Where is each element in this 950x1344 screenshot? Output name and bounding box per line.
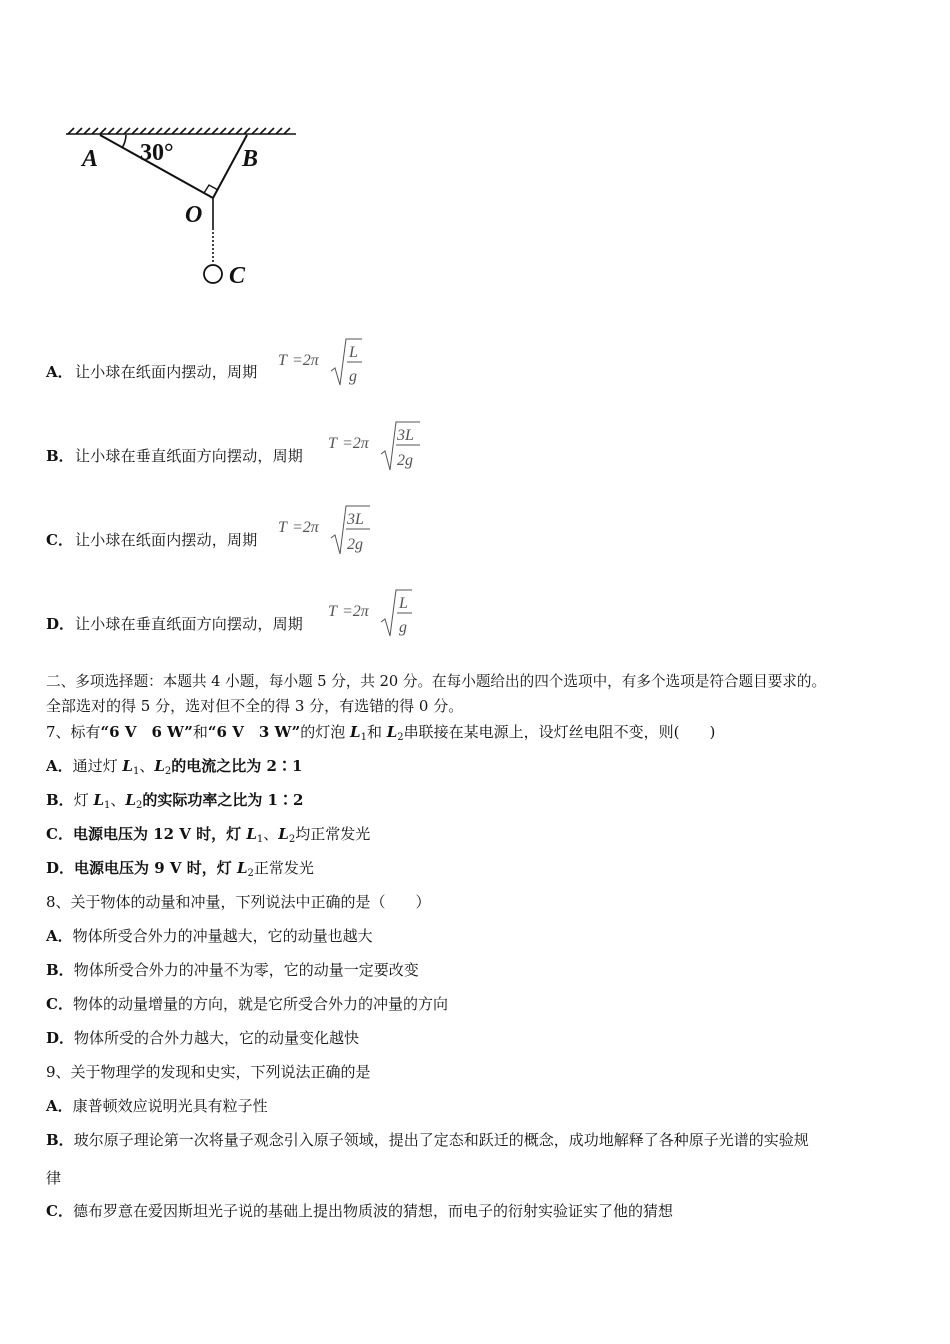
lamp-l: L xyxy=(93,791,105,809)
formula-eq: =2π xyxy=(292,352,319,369)
pendulum-figure xyxy=(60,118,310,298)
lamp-l: L xyxy=(278,825,289,843)
sub-2: 2 xyxy=(397,732,404,743)
option-label: A． xyxy=(46,927,73,945)
option-text: 电源电压为 9 V 时，灯 xyxy=(74,859,237,877)
period-formula xyxy=(276,337,376,393)
formula-eq: =2π xyxy=(292,519,319,536)
sub-2: 2 xyxy=(135,800,143,811)
sub-1: 1 xyxy=(132,766,140,777)
q7-after: 的灯泡 xyxy=(300,723,351,741)
option-text: 物体的动量增量的方向，就是它所受合外力的冲量的方向 xyxy=(72,995,448,1013)
option-text-end: 均正常发光 xyxy=(295,825,371,843)
separator: 、 xyxy=(263,825,279,843)
option-label: A． xyxy=(46,363,73,381)
formula-t: T xyxy=(278,519,287,536)
lamp-l: L xyxy=(122,757,133,775)
option-text: 灯 xyxy=(73,791,94,809)
option-label: D． xyxy=(46,615,75,633)
q7-prefix: 7、标有 xyxy=(46,723,101,741)
option-text: 康普顿效应说明光具有粒子性 xyxy=(72,1097,268,1115)
lamp-l: L xyxy=(154,757,165,775)
formula-den: 2g xyxy=(397,452,413,469)
option-label: D． xyxy=(46,1029,75,1047)
formula-t: T xyxy=(328,435,337,452)
q9-option-c xyxy=(46,1201,673,1221)
formula-num: L xyxy=(349,344,358,361)
q7-spec2: “6 V 3 W” xyxy=(207,723,301,741)
separator: 、 xyxy=(110,791,126,809)
period-formula xyxy=(326,420,436,476)
q7-spec1: “6 V 6 W” xyxy=(100,723,193,741)
q7-option-b xyxy=(46,790,303,816)
option-text-end: 的实际功率之比为 1∶2 xyxy=(142,791,304,809)
q7-option-d xyxy=(46,858,314,884)
lamp-l: L xyxy=(350,723,361,741)
label-o: O xyxy=(185,202,203,228)
formula-num: 3L xyxy=(347,511,364,528)
sub-2: 2 xyxy=(288,834,296,845)
label-c: C xyxy=(229,263,246,289)
option-text-end: 的电流之比为 2∶1 xyxy=(171,757,303,775)
lamp-l: L xyxy=(386,723,398,741)
section2-line1: 二、多项选择题：本题共 4 小题，每小题 5 分，共 20 分。在每小题给出的四个选项中，有多个选项是符合题目要求的。 xyxy=(46,673,827,690)
q8-option-d xyxy=(46,1028,359,1048)
section2-line2: 全部选对的得 5 分，选对但不全的得 3 分，有选错的得 0 分。 xyxy=(46,697,464,715)
formula-num: L xyxy=(399,595,408,612)
q9-option-b-cont: 律 xyxy=(46,1169,62,1187)
q8-option-c xyxy=(46,994,448,1014)
option-text: 物体所受合外力的冲量越大，它的动量也越大 xyxy=(72,927,373,945)
formula-den: g xyxy=(349,368,357,385)
label-b: B xyxy=(242,146,259,172)
option-text-end: 正常发光 xyxy=(253,859,314,877)
formula-t: T xyxy=(278,352,287,369)
angle-arc xyxy=(122,135,126,148)
option-text: 德布罗意在爱因斯坦光子说的基础上提出物质波的猜想，而电子的衍射实验证实了他的猜想 xyxy=(72,1202,673,1220)
option-text: 让小球在垂直纸面方向摆动，周期 xyxy=(75,615,304,633)
option-text: 让小球在纸面内摆动，周期 xyxy=(75,363,258,381)
sub-2: 2 xyxy=(247,868,254,879)
q7-option-c xyxy=(46,824,370,850)
ball-c xyxy=(204,265,222,283)
option-label: C． xyxy=(46,531,73,549)
option-label: B． xyxy=(46,961,74,979)
separator: 、 xyxy=(139,757,155,775)
lamp-l: L xyxy=(246,825,257,843)
option-label: D． xyxy=(46,859,75,877)
sub-1: 1 xyxy=(360,732,367,743)
option-text: 电源电压为 12 V 时，灯 xyxy=(72,825,247,843)
q7-he: 和 xyxy=(366,723,387,741)
option-text: 物体所受合外力的冲量不为零，它的动量一定要改变 xyxy=(73,961,419,979)
q8-option-b xyxy=(46,960,419,980)
q9-option-b xyxy=(46,1130,809,1150)
sub-1: 1 xyxy=(256,834,264,845)
option-text: 物体所受的合外力越大，它的动量变化越快 xyxy=(74,1029,360,1047)
option-label: C． xyxy=(46,995,73,1013)
option-label: B． xyxy=(46,791,74,809)
formula-t: T xyxy=(328,603,337,620)
option-label: A． xyxy=(46,1097,73,1115)
lamp-l: L xyxy=(236,859,248,877)
option-label: B． xyxy=(46,1131,74,1149)
q7-rest: 串联接在某电源上，设灯丝电阻不变，则( ) xyxy=(403,723,716,741)
period-formula xyxy=(276,504,386,560)
q7-option-a xyxy=(46,756,302,782)
label-a: A xyxy=(82,146,99,172)
option-text: 让小球在纸面内摆动，周期 xyxy=(75,531,258,549)
label-angle: 30° xyxy=(140,140,174,166)
option-text: 让小球在垂直纸面方向摆动，周期 xyxy=(75,447,304,465)
lamp-l: L xyxy=(125,791,136,809)
sub-1: 1 xyxy=(104,800,111,811)
sub-2: 2 xyxy=(164,766,172,777)
formula-eq: =2π xyxy=(342,603,369,620)
option-label: C． xyxy=(46,1202,73,1220)
option-text: 通过灯 xyxy=(72,757,123,775)
q9-option-a xyxy=(46,1096,268,1116)
ceiling-hatch xyxy=(66,128,296,134)
formula-den: g xyxy=(399,619,407,636)
formula-den: 2g xyxy=(347,536,363,553)
option-label: B． xyxy=(46,447,74,465)
q8-stem: 8、关于物体的动量和冲量，下列说法中正确的是（ ） xyxy=(46,893,431,911)
q7-stem xyxy=(46,722,715,748)
q7-mid: 和 xyxy=(192,723,208,741)
option-text: 玻尔原子理论第一次将量子观念引入原子领域，提出了定态和跃迁的概念，成功地解释了各种原子光谱的实验规 xyxy=(73,1131,809,1149)
formula-num: 3L xyxy=(397,427,414,444)
option-label: C． xyxy=(46,825,73,843)
period-formula xyxy=(326,588,426,644)
option-label: A． xyxy=(46,757,73,775)
q8-option-a xyxy=(46,926,373,946)
q9-stem: 9、关于物理学的发现和史实，下列说法正确的是 xyxy=(46,1063,371,1081)
formula-eq: =2π xyxy=(342,435,369,452)
